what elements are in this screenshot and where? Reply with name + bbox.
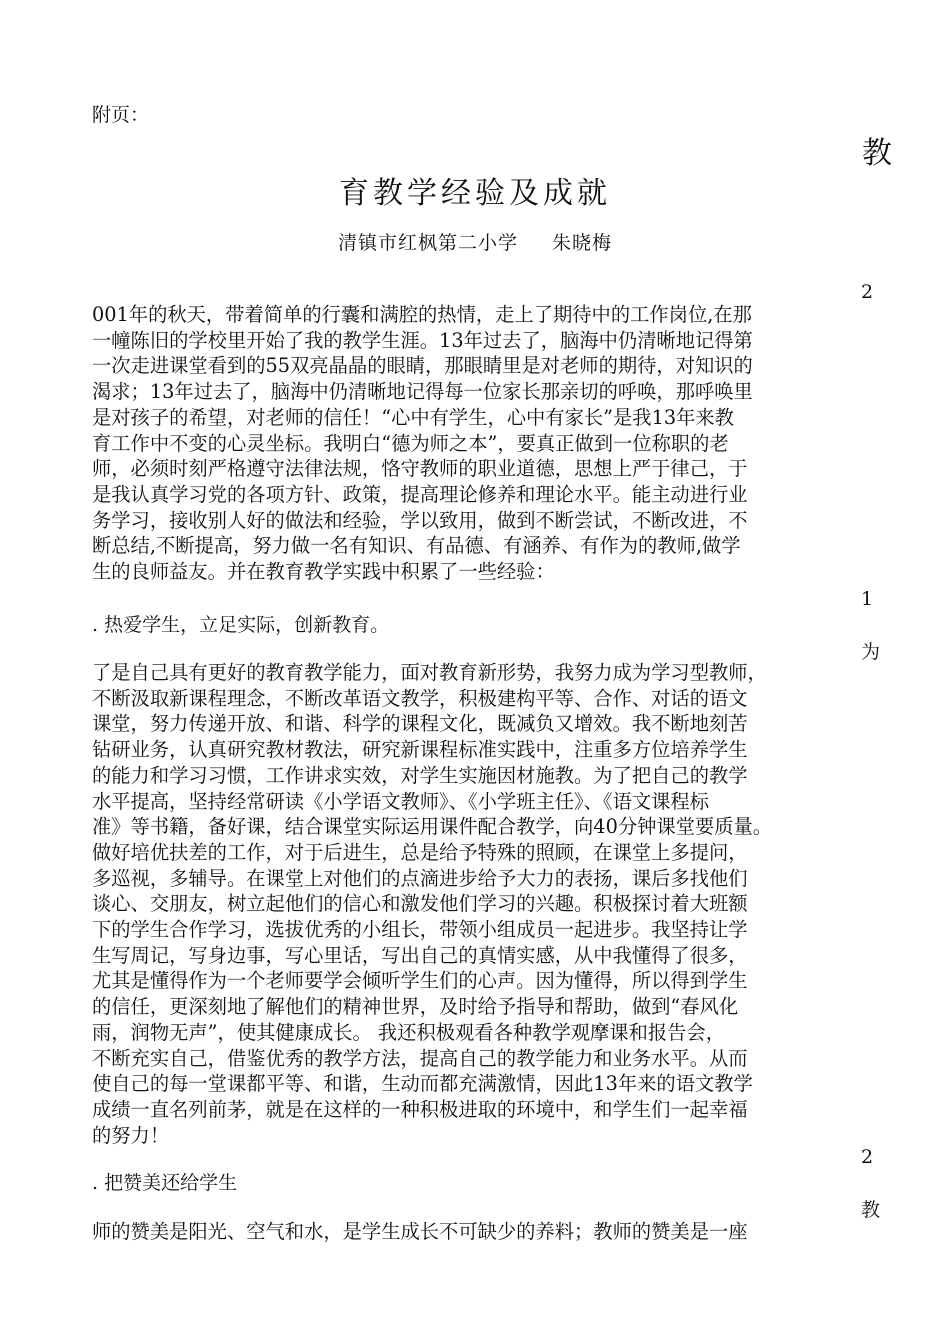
intro-line: 一幢陈旧的学校里开始了我的教学生涯。13年过去了，脑海中仍清晰地记得第 bbox=[92, 328, 753, 352]
section1-line: 多巡视，多辅导。在课堂上对他们的点滴进步给予大力的表扬，课后多找他们 bbox=[92, 866, 748, 890]
intro-line: 务学习，接收别人好的做法和经验，学以致用，做到不断尝试，不断改进，不 bbox=[92, 508, 748, 532]
section1-line: 钻研业务，认真研究教材教法，研究新课程标准实践中，注重多方位培养学生 bbox=[92, 738, 748, 762]
intro-drop-char: 2 bbox=[861, 281, 874, 303]
section1-line: 了是自己具有更好的教育教学能力，面对教育新形势，我努力成为学习型教师， bbox=[92, 661, 767, 684]
section1-line: 的信任，更深刻地了解他们的精神世界，及时给予指导和帮助，做到“春风化 bbox=[92, 995, 739, 1019]
section1-line: 做好培优扶差的工作，对于后进生，总是给予特殊的照顾，在课堂上多提问， bbox=[92, 840, 748, 864]
section1-line: 下的学生合作学习，选拔优秀的小组长，带领小组成员一起进步。我坚持让学 bbox=[92, 918, 748, 942]
byline bbox=[0, 228, 950, 255]
section1-line: 水平提高，坚持经常研读《小学语文教师》、《小学班主任》、《语文课程标 bbox=[92, 789, 709, 813]
intro-line: 001年的秋天，带着简单的行囊和满腔的热情，走上了期待中的工作岗位,在那 bbox=[92, 303, 752, 326]
section2-heading: . 把赞美还给学生 bbox=[92, 1172, 238, 1194]
section1-line: 准》等书籍，备好课，结合课堂实际运用课件配合教学，向40分钟课堂要质量。 bbox=[92, 815, 773, 839]
school-name: 清镇市红枫第二小学 bbox=[337, 232, 518, 254]
section2-drop-char: 教 bbox=[861, 1199, 881, 1221]
section2-paragraph bbox=[92, 1219, 872, 1245]
appendix-label: 附页： bbox=[92, 104, 150, 126]
intro-line: 一次走进课堂看到的55双亮晶晶的眼睛，那眼睛里是对老师的期待，对知识的 bbox=[92, 354, 753, 378]
section1-line: 不断充实自己，借鉴优秀的教学方法，提高自己的教学能力和业务水平。从而 bbox=[92, 1046, 748, 1070]
section1-line: 使自己的每一堂课都平等、和谐，生动而都充满激情，因此13年来的语文教学 bbox=[92, 1072, 753, 1096]
section1-heading: . 热爱学生，立足实际，创新教育。 bbox=[92, 614, 390, 636]
author-name: 朱晓梅 bbox=[552, 232, 613, 254]
section1-paragraph bbox=[92, 660, 872, 1148]
section1-line: 生写周记，写身边事，写心里话，写出自己的真情实感，从中我懂得了很多， bbox=[92, 943, 748, 967]
intro-line: 是对孩子的希望，对老师的信任！“心中有学生，心中有家长”是我13年来教 bbox=[92, 405, 734, 429]
intro-line: 育工作中不变的心灵坐标。我明白“德为师之本”，要真正做到一位称职的老 bbox=[92, 431, 729, 455]
section1-line: 不断汲取新课程理念，不断改革语文教学，积极建构平等、合作、对话的语文 bbox=[92, 686, 748, 710]
section2-line: 师的赞美是阳光、空气和水，是学生成长不可缺少的养料；教师的赞美是一座 bbox=[92, 1220, 748, 1243]
intro-line: 生的良师益友。并在教育教学实践中积累了一些经验： bbox=[92, 560, 555, 584]
section1-line: 雨，润物无声”，使其健康成长。 我还积极观看各种教学观摩课和报告会， bbox=[92, 1020, 725, 1044]
document-title: 育教学经验及成就 bbox=[339, 176, 611, 211]
section1-line: 的努力！ bbox=[92, 1123, 170, 1147]
section1-line: 谈心、交朋友，树立起他们的信心和激发他们学习的兴趣。积极探讨着大班额 bbox=[92, 892, 748, 916]
section1-line: 成绩一直名列前茅，就是在这样的一种积极进取的环境中，和学生们一起幸福 bbox=[92, 1097, 748, 1121]
intro-line: 师，必须时刻严格遵守法律法规，恪守教师的职业道德，思想上严于律己，于 bbox=[92, 457, 748, 481]
section1-line: 的能力和学习习惯，工作讲求实效，对学生实施因材施教。为了把自己的教学 bbox=[92, 763, 748, 787]
title-drop-char: 教 bbox=[862, 136, 892, 171]
section2-number: 2 bbox=[861, 1146, 874, 1168]
intro-line: 渴求；13年过去了，脑海中仍清晰地记得每一位家长那亲切的呼唤，那呼唤里 bbox=[92, 380, 753, 404]
section1-drop-char: 为 bbox=[861, 641, 881, 663]
intro-line: 断总结,不断提高，努力做一名有知识、有品德、有涵养、有作为的教师,做学 bbox=[92, 534, 741, 558]
intro-paragraph bbox=[92, 302, 872, 585]
section1-line: 尤其是懂得作为一个老师要学会倾听学生们的心声。因为懂得，所以得到学生 bbox=[92, 969, 748, 993]
section1-line: 课堂，努力传递开放、和谐、科学的课程文化，既减负又增效。我不断地刻苦 bbox=[92, 712, 748, 736]
section1-number: 1 bbox=[861, 588, 874, 610]
intro-line: 是我认真学习党的各项方针、政策，提高理论修养和理论水平。能主动进行业 bbox=[92, 482, 748, 506]
